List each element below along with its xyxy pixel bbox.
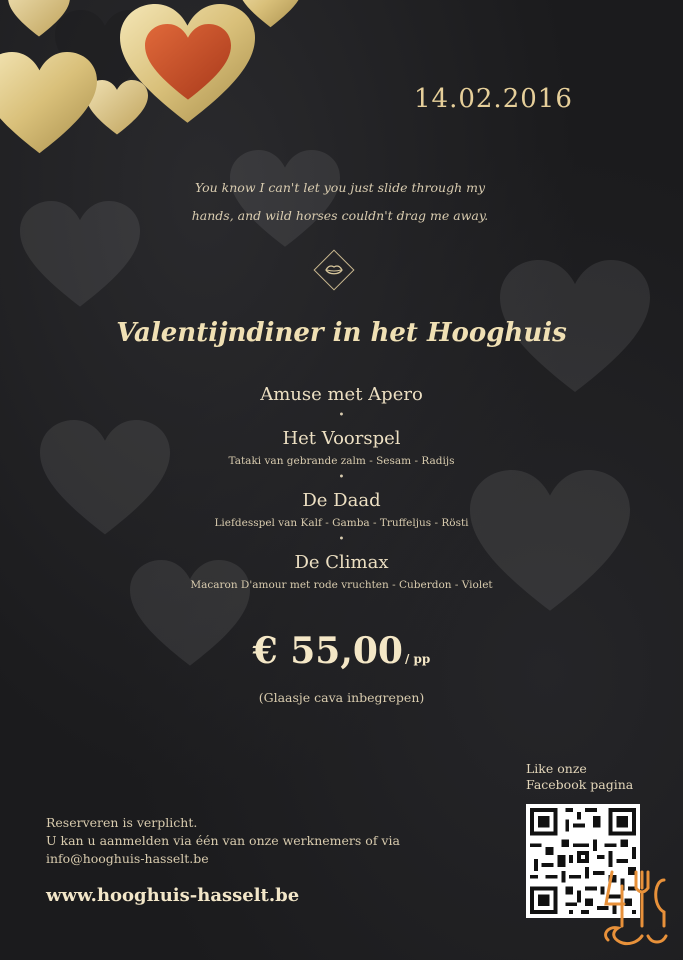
facebook-line: Facebook pagina (526, 777, 634, 792)
reservation-info (46, 814, 466, 868)
menu (0, 382, 683, 594)
course-description: Macaron D'amour met rode vruchten - Cuberdon - Violet (190, 579, 493, 591)
course-separator: • (338, 534, 345, 545)
reservation-line: U kan u aanmelden via één van onze werknemers of via (46, 833, 400, 848)
quote-line: hands, and wild horses couldn't drag me away. (191, 208, 489, 223)
reservation-email[interactable]: info@hooghuis-hasselt.be (46, 851, 209, 866)
price (0, 630, 683, 672)
quote (140, 174, 540, 230)
course-separator: • (338, 410, 345, 421)
heart-icon (0, 52, 97, 153)
website-link[interactable]: www.hooghuis-hasselt.be (46, 885, 300, 906)
course-name: De Daad (302, 490, 381, 511)
course-description: Liefdesspel van Kalf - Gamba - Truffeljus - Rösti (214, 517, 469, 529)
price-unit: / pp (404, 652, 431, 666)
quote-line: You know I can't let you just slide through my (194, 180, 486, 195)
course-name: De Climax (294, 552, 389, 573)
course-name: Het Voorspel (282, 428, 401, 449)
hearts-decoration (0, 0, 310, 180)
reservation-line: Reserveren is verplicht. (46, 815, 198, 830)
bg-heart-icon (20, 200, 140, 310)
page-title: Valentijndiner in het Hooghuis (116, 318, 567, 348)
price-amount: € 55,00 (252, 630, 403, 672)
course-description: Tataki van gebrande zalm - Sesam - Radijs (228, 455, 455, 467)
facebook-line: Like onze (526, 761, 587, 776)
fork-knife-logo (598, 866, 670, 948)
course-name: Amuse met Apero (260, 384, 423, 405)
event-date: 14.02.2016 (414, 84, 573, 114)
facebook-callout (526, 761, 666, 793)
lips-icon (311, 247, 357, 293)
cava-note: (Glaasje cava inbegrepen) (258, 690, 425, 705)
course-separator: • (338, 472, 345, 483)
